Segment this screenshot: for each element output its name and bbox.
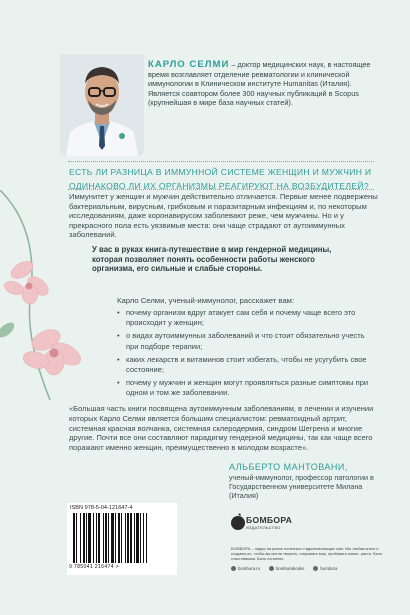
website-link[interactable] [231, 566, 260, 571]
globe-icon [231, 566, 236, 571]
isbn-text: ISBN 978-5-04-121647-4 [70, 505, 133, 511]
barcode-bar [146, 513, 147, 563]
social-link-1[interactable] [269, 566, 304, 571]
barcode-bar [103, 513, 104, 563]
barcode-bar [140, 513, 141, 563]
instagram-icon [313, 566, 318, 571]
barcode-bar [111, 513, 114, 563]
barcode-bars [73, 513, 171, 563]
social-link-2[interactable] [313, 566, 337, 571]
social-icon [269, 566, 274, 571]
barcode-bar [118, 513, 120, 563]
list-intro: Карло Селми, ученый-иммунолог, расскажет вам: [117, 296, 295, 305]
author-portrait-image [60, 54, 144, 156]
barcode-bar [93, 513, 94, 563]
divider-top [68, 161, 374, 162]
barcode-bar [130, 513, 132, 563]
barcode-bar [127, 513, 129, 563]
topics-list [117, 308, 379, 402]
quote-author-name: АЛЬБЕРТО МАНТОВАНИ, [229, 462, 348, 472]
barcode [67, 503, 177, 575]
social-link-1-label: bomborabooks [275, 566, 305, 571]
list-item: • почему у мужчин и женщин могут проявляться разные симптомы при одном и том же заболевании. [117, 378, 379, 398]
quote-author-role: ученый-иммунолог, профессор патологии в Государственном университете Милана (Италия) [229, 473, 374, 500]
barcode-bar [136, 513, 139, 563]
publisher-subtitle: ИЗДАТЕЛЬСТВО [246, 526, 281, 530]
barcode-bar [83, 513, 85, 563]
author-bio [148, 60, 380, 108]
barcode-bar [98, 513, 100, 563]
barcode-bar [86, 513, 87, 563]
list-item: • почему организм вдруг атакует сам себя и почему чаще всего это происходит у женщин; [117, 308, 379, 328]
barcode-bar [115, 513, 116, 563]
barcode-bar [143, 513, 144, 563]
author-name: КАРЛО СЕЛМИ [148, 59, 230, 70]
website-link-label: bombora.ru [238, 566, 260, 571]
barcode-bar [96, 513, 97, 563]
barcode-bar [73, 513, 75, 563]
list-item: • о видах аутоиммунных заболеваний и что стоит обязательно учесть при подборе терапии; [117, 331, 379, 351]
barcode-bar [108, 513, 109, 563]
barcode-bar [121, 513, 122, 563]
social-link-2-label: bombora [320, 566, 338, 571]
intro-paragraph: Иммунитет у женщин и мужчин действительно отличается. Первые менее подвержены бактериальным, вирусным, грибковым и паразитарным инфекциям и, по некоторым исследованиям, даже коронавирусом заболевают реже, чем мужчины. Но и у прекрасного пола есть уязвимые места: они чаще страдают от аутоиммунных заболеваний. [69, 192, 378, 240]
barcode-bar [76, 513, 77, 563]
highlight-paragraph: У вас в руках книга-путешествие в мир гендерной медицины, которая позволяет понять особенности работы женского организма, его сильные и слабые стороны. [92, 245, 332, 274]
barcode-bar [80, 513, 81, 563]
review-quote: «Большая часть книги посвящена аутоиммунным заболеваниям, в лечении и изучении которых Карло Селми является большим специалистом: ревматоидный артрит, системная красная волчанка, системная склеродермия, синдром Шегрена и многие другие. Почти все они составляют парадигму гендерной медицины, так как чаще всего поражают именно женщин, преимущественно в молодом возрасте». [69, 404, 374, 453]
author-bio-text: – доктор медицинских наук, в настоящее время возглавляет отделение ревматологии и клинической иммунологии в Клиническом институте Humanitas (Италия). Является соавтором более 300 научных публикаций в Scopus (крупнейшая в мире база научных статей). [148, 60, 371, 108]
author-photo [60, 54, 144, 156]
publisher-links [231, 566, 401, 571]
barcode-bar [105, 513, 107, 563]
barcode-bar [125, 513, 126, 563]
barcode-bar [88, 513, 91, 563]
list-item: • каких лекарств и витаминов стоит избегать, чтобы не усугубить свое состояние; [117, 355, 379, 375]
cover-question: ЕСТЬ ЛИ РАЗНИЦА В ИММУННОЙ СИСТЕМЕ ЖЕНЩИН И МУЖЧИН И ОДИНАКОВО ЛИ ИХ ОРГАНИЗМЫ РЕАГИРУЮТ НА ВОЗБУДИТЕЛЕЙ? [69, 167, 372, 191]
publisher-description: БОМБОРА – лидер на рынке полезных и вдохновляющих книг. Мы любим книги и создаем их, чтобы вы могли творить, открывать мир, пробовать новое, расти. Быть счастливыми. Быть на волне. [231, 546, 383, 561]
barcode-number: 9 785041 216474 > [69, 564, 119, 570]
barcode-bar [134, 513, 135, 563]
publisher-name: БОМБОРА [246, 515, 293, 525]
